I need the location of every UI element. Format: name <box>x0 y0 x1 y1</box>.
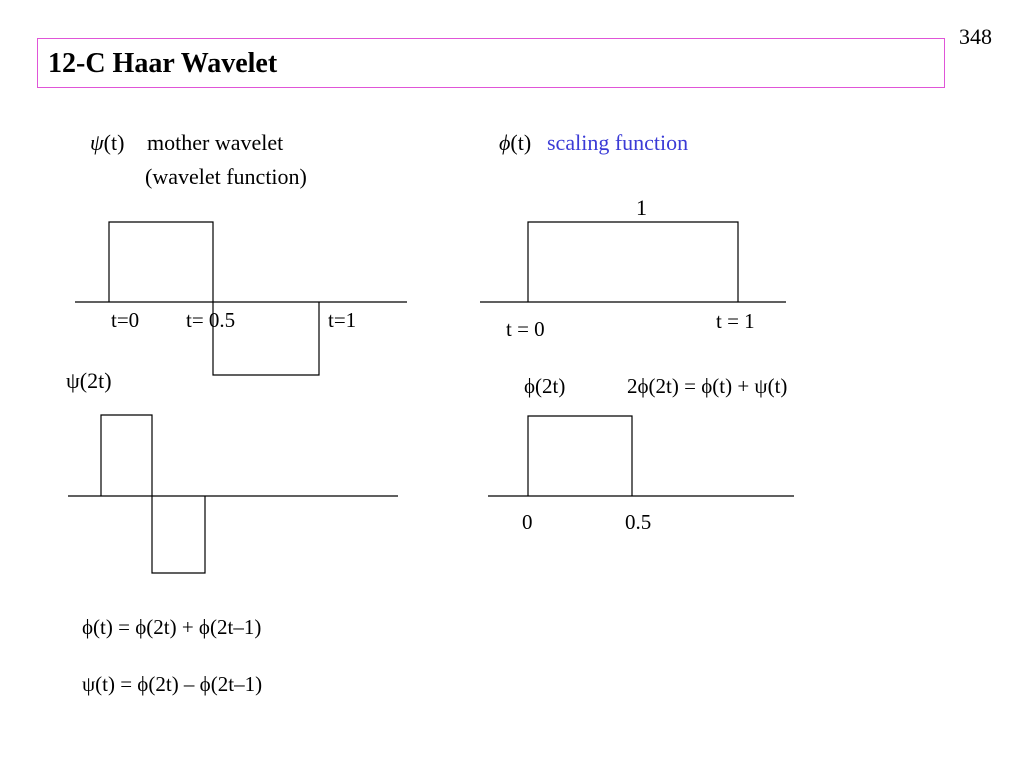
phi-t-arg: (t) <box>510 130 532 155</box>
phi-t-label <box>499 130 531 156</box>
psi-equation: ψ(t) = ϕ(2t) – ϕ(2t–1) <box>82 672 263 696</box>
phi-2t-tick-0: 0 <box>522 510 533 534</box>
phi-t-tick-0: t = 0 <box>506 317 545 341</box>
psi-2t-waveform <box>101 415 205 573</box>
phi-symbol: ϕ <box>499 130 511 155</box>
phi-t-amplitude: 1 <box>636 195 647 220</box>
phi-t-tick-1: t = 1 <box>716 309 755 333</box>
phi-t-description: scaling function <box>547 130 689 155</box>
psi-t-tick-05: t= 0.5 <box>186 308 236 332</box>
phi-t-waveform <box>528 222 738 302</box>
psi-t-label <box>90 130 124 156</box>
page-number: 348 <box>959 24 992 49</box>
psi-t-description: mother wavelet <box>147 130 284 155</box>
psi-t-tick-1: t=1 <box>328 308 357 332</box>
slide-title: 12-C Haar Wavelet <box>48 48 278 79</box>
phi-2t-tick-05: 0.5 <box>625 510 652 534</box>
psi-t-description-2: (wavelet function) <box>145 164 307 189</box>
phi-2t-label: ϕ(2t) <box>524 374 566 398</box>
phi-2t-waveform <box>528 416 632 496</box>
psi-t-waveform <box>109 222 319 375</box>
psi-t-tick-0: t=0 <box>111 308 140 332</box>
psi-t-arg: (t) <box>103 130 125 155</box>
phi-equation: ϕ(t) = ϕ(2t) + ϕ(2t–1) <box>82 615 262 639</box>
psi-2t-label: ψ(2t) <box>66 368 112 393</box>
phi-2t-relation: 2ϕ(2t) = ϕ(t) + ψ(t) <box>627 374 788 398</box>
psi-symbol: ψ <box>90 130 104 155</box>
